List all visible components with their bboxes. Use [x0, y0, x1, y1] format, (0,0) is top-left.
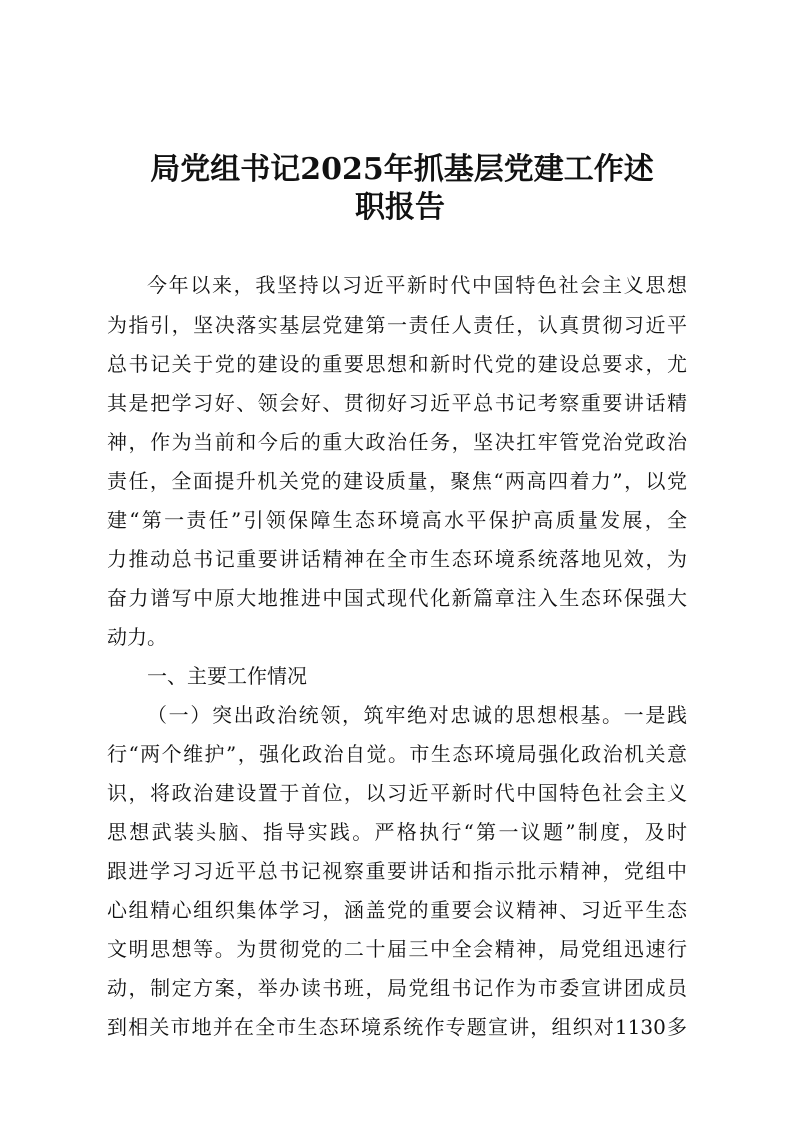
paragraph-1-line: 力推动总书记重要讲话精神在全市生态环境系统落地见效，为	[107, 547, 687, 571]
section-heading: 一、主要工作情况	[147, 664, 307, 688]
paragraph-2-line: 思想武装头脑、指导实践。严格执行“第一议题”制度，及时	[107, 820, 687, 844]
paragraph-1-line: 其是把学习好、领会好、贯彻好习近平总书记考察重要讲话精	[107, 391, 687, 415]
paragraph-1-line: 动力。	[107, 625, 167, 649]
paragraph-2-line: 动，制定方案，举办读书班，局党组书记作为市委宣讲团成员	[107, 976, 687, 1000]
paragraph-1-line: 奋力谱写中原大地推进中国式现代化新篇章注入生态环保强大	[107, 586, 687, 610]
paragraph-1-line: 总书记关于党的建设的重要思想和新时代党的建设总要求，尤	[107, 352, 687, 376]
paragraph-2-line: 跟进学习习近平总书记视察重要讲话和指示批示精神，党组中	[107, 859, 687, 883]
paragraph-2-line: 到相关市地并在全市生态环境系统作专题宣讲，组织对1130多	[107, 1015, 687, 1039]
document-title-line-2: 职报告	[355, 190, 445, 225]
paragraph-2-line: 文明思想等。为贯彻党的二十届三中全会精神，局党组迅速行	[107, 937, 687, 961]
paragraph-1-line: 神，作为当前和今后的重大政治任务，坚决扛牢管党治党政治	[107, 430, 687, 454]
paragraph-1-line: 责任，全面提升机关党的建设质量，聚焦“两高四着力”，以党	[107, 469, 687, 493]
paragraph-2-line: 行“两个维护”，强化政治自觉。市生态环境局强化政治机关意	[107, 742, 687, 766]
paragraph-1-line: 今年以来，我坚持以习近平新时代中国特色社会主义思想	[147, 273, 687, 297]
paragraph-1-line: 为指引，坚决落实基层党建第一责任人责任，认真贯彻习近平	[107, 313, 687, 337]
paragraph-2-line: （一）突出政治统领，筑牢绝对忠诚的思想根基。一是践	[147, 703, 687, 727]
paragraph-2-line: 心组精心组织集体学习，涵盖党的重要会议精神、习近平生态	[107, 898, 687, 922]
document-title-line-1: 局党组书记2025年抓基层党建工作述	[150, 152, 654, 187]
paragraph-2-line: 识，将政治建设置于首位，以习近平新时代中国特色社会主义	[107, 781, 687, 805]
paragraph-1-line: 建“第一责任”引领保障生态环境高水平保护高质量发展，全	[107, 508, 687, 532]
